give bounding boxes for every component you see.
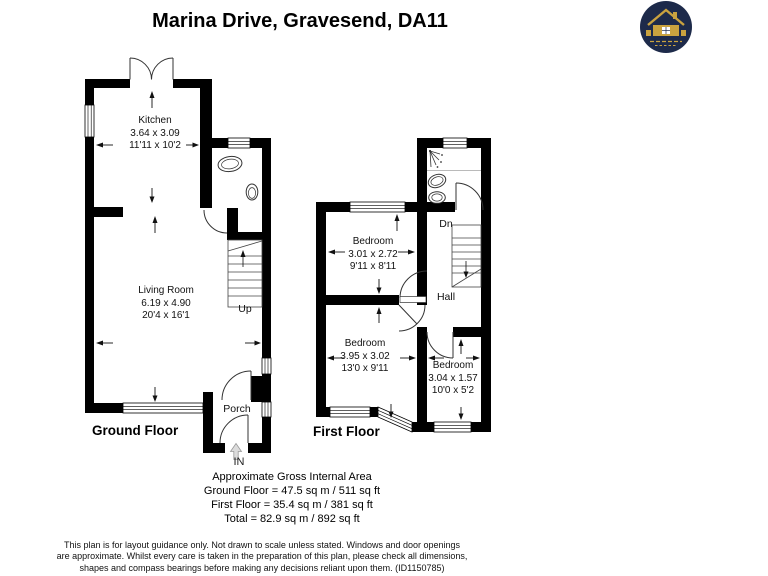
kitchen-name: Kitchen <box>138 115 172 126</box>
bedroom3-metric: 3.04 x 1.57 <box>428 372 478 384</box>
kitchen-imperial: 11'11 x 10'2 <box>129 140 181 151</box>
area-ground: Ground Floor = 47.5 sq m / 511 sq ft <box>203 485 381 497</box>
kitchen-metric: 3.64 x 3.09 <box>130 127 180 139</box>
bathroom-toilet-icon <box>429 192 446 204</box>
area-total: Total = 82.9 sq m / 892 sq ft <box>224 513 360 525</box>
area-first: First Floor = 35.4 sq m / 381 sq ft <box>211 499 373 511</box>
hall-label: Hall <box>436 291 456 303</box>
bedroom1-imperial: 9'11 x 8'11 <box>349 261 397 272</box>
wc-toilet-icon <box>246 184 258 200</box>
area-summary <box>204 470 380 526</box>
stairs-down <box>452 225 481 287</box>
disclaimer <box>57 540 468 574</box>
living-room-label <box>138 285 194 323</box>
bedroom1-metric: 3.01 x 2.72 <box>348 248 398 260</box>
disclaimer-line1: This plan is for layout guidance only. Not drawn to scale unless stated. Windows and door openings <box>63 540 461 550</box>
disclaimer-line3: shapes and compass bearings before making any decisions reliant upon them. (ID1150785) <box>79 562 445 573</box>
page-title: Marina Drive, Gravesend, DA11 <box>152 10 448 32</box>
porch-label: Porch <box>223 403 251 415</box>
stairs-up-label: Up <box>238 303 252 315</box>
ground-floor-label: Ground Floor <box>92 423 179 438</box>
living-room-name: Living Room <box>138 285 194 296</box>
bedroom3-name: Bedroom <box>432 360 474 371</box>
bedroom2-label <box>340 338 389 376</box>
bedroom3-label <box>428 360 477 398</box>
living-room-imperial: 20'4 x 16'1 <box>142 310 190 321</box>
bedroom2-metric: 3.95 x 3.02 <box>340 350 390 362</box>
bathroom-sink-icon <box>426 172 447 190</box>
area-heading: Approximate Gross Internal Area <box>212 471 372 483</box>
kitchen-label <box>129 115 181 153</box>
bedroom2-imperial: 13'0 x 9'11 <box>341 363 389 374</box>
first-floor-label: First Floor <box>313 424 380 439</box>
bedroom1-label <box>348 236 397 274</box>
stairs-up <box>228 240 262 307</box>
bedroom1-name: Bedroom <box>352 236 394 247</box>
bedroom3-imperial: 10'0 x 5'2 <box>431 385 475 396</box>
wc-sink-icon <box>217 155 243 173</box>
agency-logo <box>640 1 692 53</box>
stairs-down-label: Dn <box>439 218 453 230</box>
bedroom2-name: Bedroom <box>344 338 386 349</box>
shower-icon <box>427 150 481 171</box>
living-room-metric: 6.19 x 4.90 <box>141 297 191 309</box>
entrance-label: IN <box>233 456 245 468</box>
disclaimer-line2: are approximate. Whilst every care is taken in the preparation of this plan, please check all dimensions, <box>56 551 468 562</box>
